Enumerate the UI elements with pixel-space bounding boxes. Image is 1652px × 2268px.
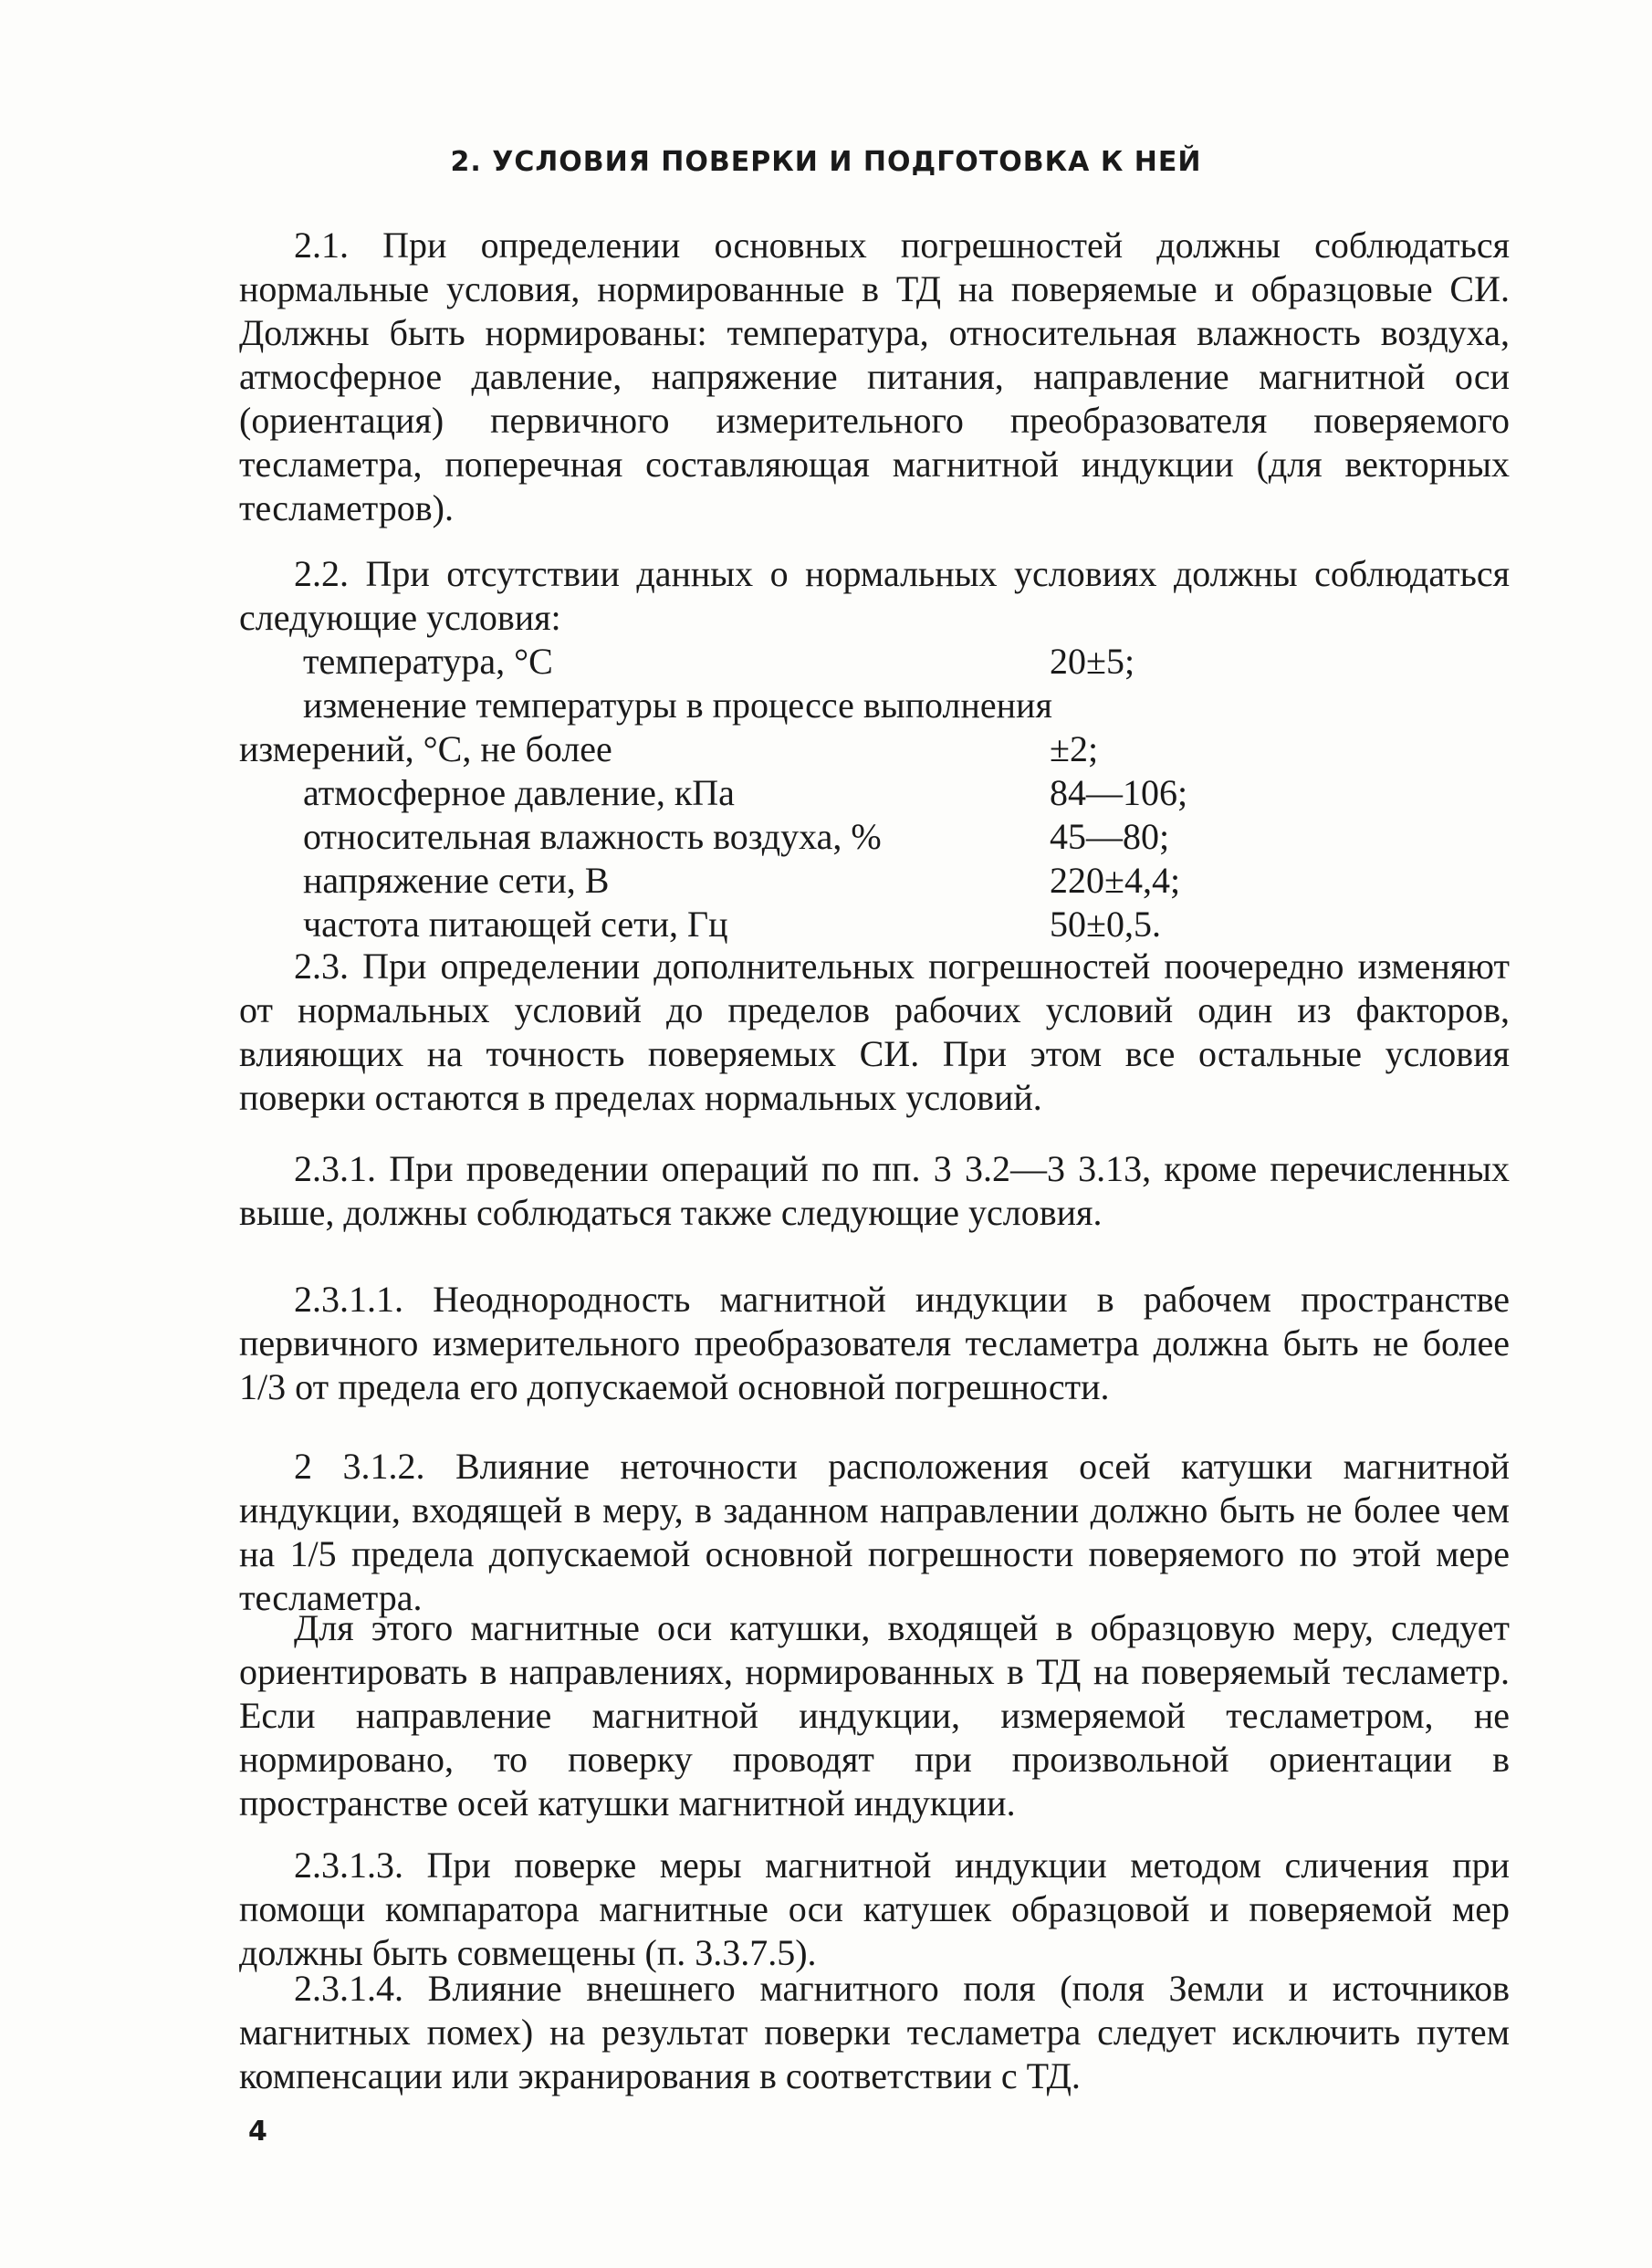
condition-label: атмосферное давление, кПа [303,772,735,813]
conditions-list [239,640,1510,946]
condition-row [239,771,1510,815]
condition-value: ±2; [1050,728,1099,769]
paragraph-2-3-1: 2.3.1. При проведении операций по пп. 3 3.2—3 3.13, кроме перечисленных выше, должны соблюдаться также следующие условия. [239,1148,1510,1233]
condition-value: 220±4,4; [1050,860,1181,901]
condition-row [239,903,1510,946]
condition-row [239,684,1510,727]
condition-value: 50±0,5. [1050,904,1161,945]
condition-label: изменение температуры в процессе выполнения [303,685,1052,726]
paragraph-2-3: 2.3. При определении дополнительных погрешностей поочередно изменяют от нормальных условий до пределов рабочих условий один из факторов, влияющих на точность поверяемых СИ. При этом все остальные условия поверки остаются в пределах нормальных условий. [239,946,1510,1118]
paragraph-2-3-1-2: 2 3.1.2. Влияние неточности расположения осей катушки магнитной индукции, входящей в меру, в заданном направлении должно быть не более чем на 1/5 предела допускаемой основной погрешности поверяемого по этой мере тесламетра. [239,1446,1510,1618]
condition-label: температура, °С [303,641,553,682]
page-number: 4 [248,2116,267,2148]
paragraph-2-2: 2.2. При отсутствии данных о нормальных условиях должны соблюдаться следующие условия: [239,553,1510,638]
section-heading: 2. УСЛОВИЯ ПОВЕРКИ И ПОДГОТОВКА К НЕЙ [450,146,1202,178]
condition-value: 45—80; [1050,816,1170,857]
paragraph-2-3-1-3: 2.3.1.3. При поверке меры магнитной индукции методом сличения при помощи компаратора магнитные оси катушек образцовой и поверяемой мер должны быть совмещены (п. 3.3.7.5). [239,1845,1510,1973]
condition-row [239,640,1510,684]
paragraph-2-1: 2.1. При определении основных погрешностей должны соблюдаться нормальные условия, нормированные в ТД на поверяемые и образцовые СИ. Должны быть нормированы: температура, относительная влажность воздуха, атмосферное давление, напряжение питания, направление магнитной оси (ориентация) первичного измерительного преобразователя поверяемого тесламетра, поперечная составляющая магнитной индукции (для векторных тесламетров). [239,225,1510,528]
paragraph-2-3-1-1: 2.3.1.1. Неоднородность магнитной индукции в рабочем пространстве первичного измерительного преобразователя тесламетра должна быть не более 1/3 от предела его допускаемой основной погрешности. [239,1279,1510,1407]
condition-row [239,859,1510,903]
condition-label: напряжение сети, В [303,860,610,901]
condition-label: относительная влажность воздуха, % [303,816,882,857]
paragraph-orientation: Для этого магнитные оси катушки, входящей в образцовую меру, следует ориентировать в направлениях, нормированных в ТД на поверяемый тесламетр. Если направление магнитной индукции, измеряемой тесламетром, не нормировано, то поверку проводят при произвольной ориентации в пространстве осей катушки магнитной индукции. [239,1607,1510,1824]
condition-label: измерений, °С, не более [239,728,612,769]
condition-label: частота питающей сети, Гц [303,904,728,945]
condition-value: 84—106; [1050,772,1188,813]
condition-row [239,727,1510,771]
condition-row [239,815,1510,859]
condition-value: 20±5; [1050,641,1135,682]
paragraph-2-3-1-4: 2.3.1.4. Влияние внешнего магнитного поля (поля Земли и источников магнитных помех) на результат поверки тесламетра следует исключить путем компенсации или экранирования в соответствии с ТД. [239,1968,1510,2096]
